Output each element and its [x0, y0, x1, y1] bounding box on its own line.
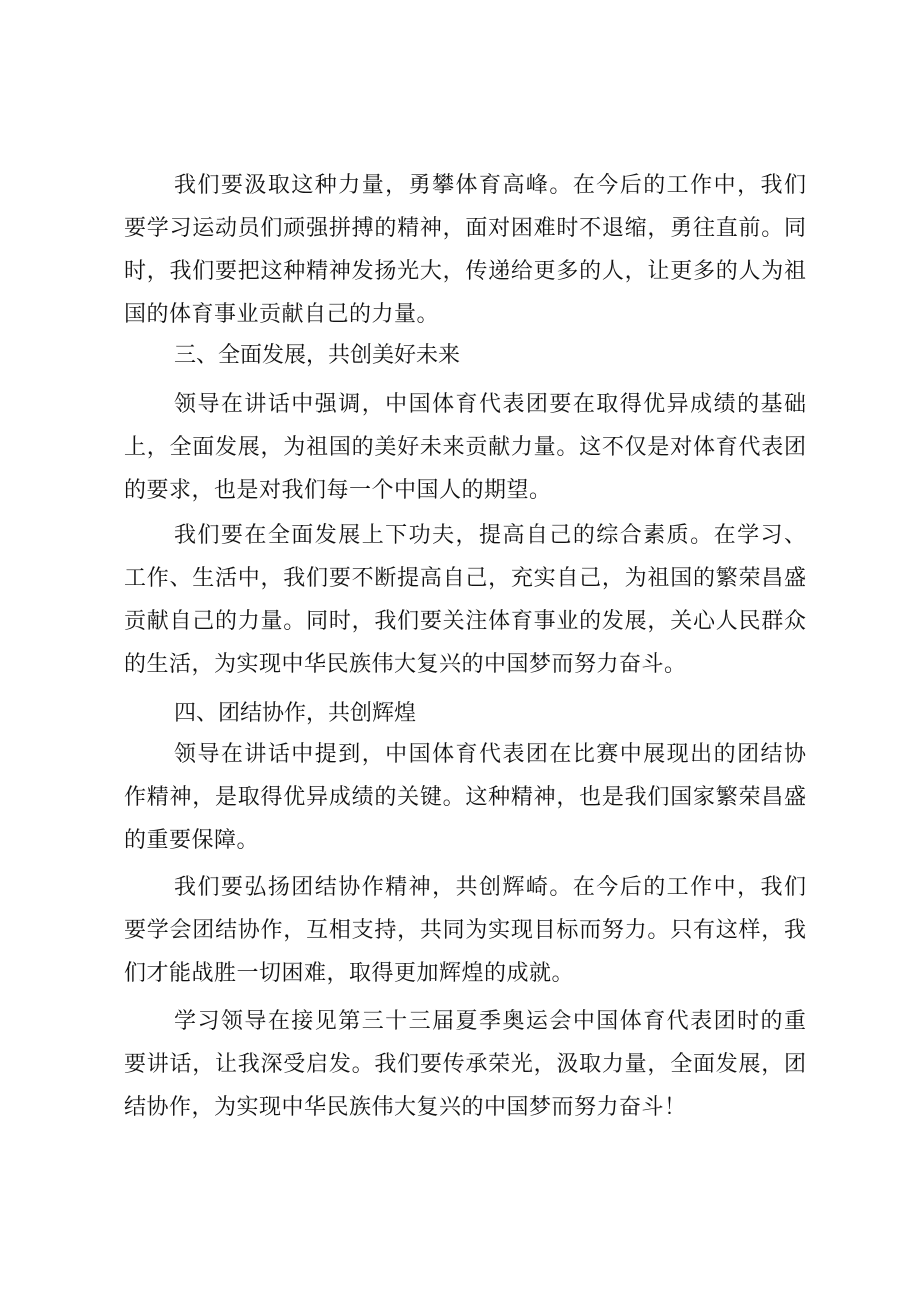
paragraph-line: 结协作，为实现中华民族伟大复兴的中国梦而努力奋斗！: [124, 1095, 687, 1120]
paragraph-line: 的生活，为实现中华民族伟大复兴的中国梦而努力奋斗。: [124, 652, 687, 677]
paragraph-line: 工作、生活中，我们要不断提高自己，充实自己，为祖国的繁荣昌盛: [124, 566, 806, 591]
paragraph-line: 我们要弘扬团结协作精神，共创辉崎。在今后的工作中，我们: [174, 875, 806, 900]
paragraph: [124, 383, 806, 512]
section-heading: 四、团结协作，共创辉煌: [174, 701, 417, 726]
paragraph-line: 的重要保障。: [124, 828, 260, 853]
paragraph: [124, 1000, 806, 1129]
paragraph-line: 要学会团结协作，互相支持，共同为实现目标而努力。只有这样，我: [124, 918, 806, 943]
paragraph: [124, 514, 806, 686]
paragraph-line: 我们要汲取这种力量，勇攀体育高峰。在今后的工作中，我们: [174, 173, 806, 198]
paragraph-line: 国的体育事业贡献自己的力量。: [124, 302, 440, 327]
paragraph: [124, 164, 806, 336]
paragraph-line: 我们要在全面发展上下功夫，提高自己的综合素质。在学习、: [174, 523, 806, 548]
paragraph-line: 上，全面发展，为祖国的美好未来贡献力量。这不仅是对体育代表团: [124, 435, 806, 460]
paragraph-line: 要学习运动员们顽强拼搏的精神，面对困难时不退缩，勇往直前。同: [124, 216, 806, 241]
paragraph-line: 领导在讲话中提到，中国体育代表团在比赛中展现出的团结协: [174, 742, 806, 767]
paragraph-line: 领导在讲话中强调，中国体育代表团要在取得优异成绩的基础: [174, 392, 806, 417]
paragraph-line: 作精神，是取得优异成绩的关键。这种精神，也是我们国家繁荣昌盛: [124, 785, 806, 810]
paragraph-line: 贡献自己的力量。同时，我们要关注体育事业的发展，关心人民群众: [124, 609, 806, 634]
paragraph: [124, 733, 806, 862]
paragraph: [124, 866, 806, 995]
paragraph-line: 时，我们要把这种精神发扬光大，传递给更多的人，让更多的人为祖: [124, 259, 806, 284]
section-heading: 三、全面发展，共创美好未来: [174, 343, 461, 368]
paragraph-line: 们才能战胜一切困难，取得更加辉煌的成就。: [124, 961, 575, 986]
paragraph-line: 要讲话，让我深受启发。我们要传承荣光，汲取力量，全面发展，团: [124, 1052, 806, 1077]
paragraph-line: 学习领导在接见第三十三届夏季奥运会中国体育代表团时的重: [174, 1009, 806, 1034]
document-body: [124, 164, 806, 1129]
paragraph-line: 的要求，也是对我们每一个中国人的期望。: [124, 478, 552, 503]
